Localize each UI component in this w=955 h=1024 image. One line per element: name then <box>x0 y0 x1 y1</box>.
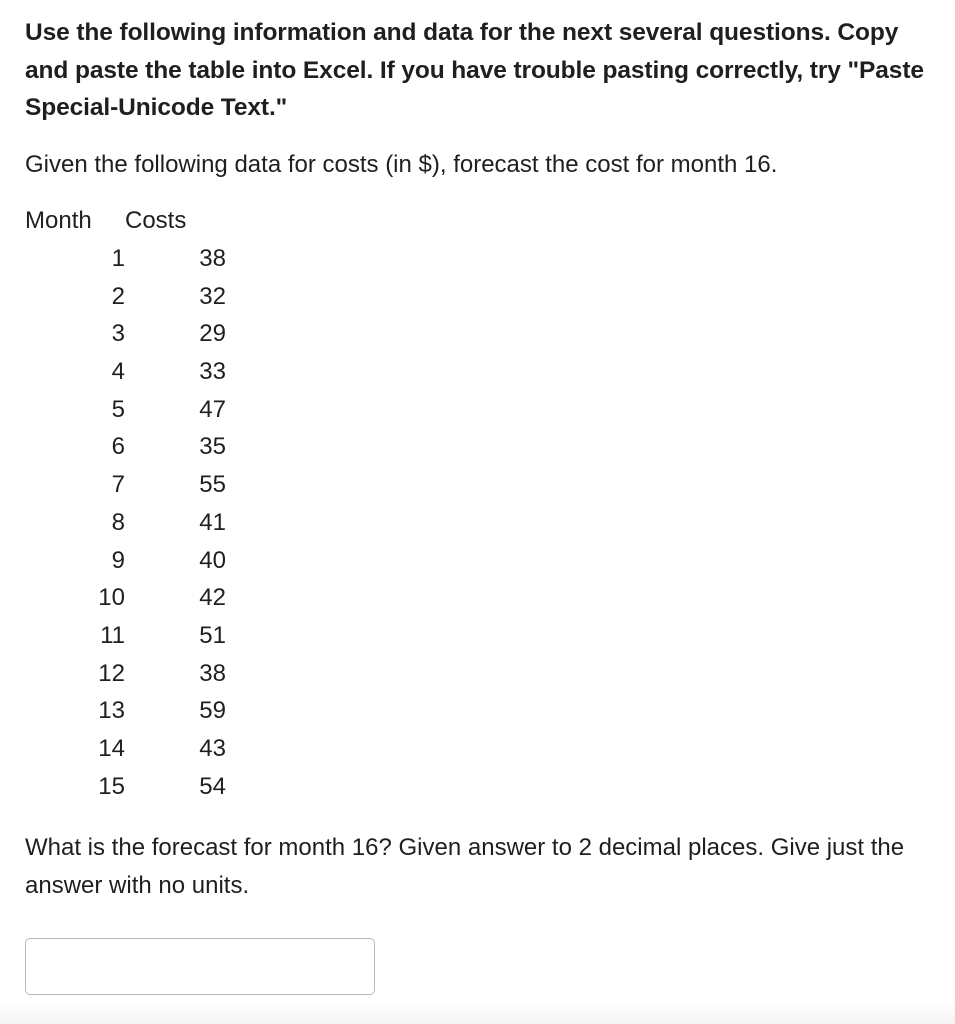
table-row <box>25 772 226 810</box>
month-cell: 9 <box>111 546 125 574</box>
month-cell: 7 <box>111 471 125 499</box>
cost-cell: 32 <box>199 282 226 310</box>
month-cell: 15 <box>98 772 125 800</box>
table-row <box>25 546 226 584</box>
cost-cell: 38 <box>199 659 226 687</box>
table-row <box>25 432 226 470</box>
data-table <box>25 206 226 809</box>
table-row <box>25 696 226 734</box>
month-cell: 12 <box>98 659 125 687</box>
instructions-text: Use the following information and data for the next several questions. Copy and paste the table into Excel. If you have trouble pasting correctly, try "Paste Special-Unicode Text." <box>25 19 924 121</box>
month-cell: 6 <box>111 433 125 461</box>
cost-cell: 54 <box>199 772 226 800</box>
month-cell: 14 <box>98 734 125 762</box>
bottom-divider <box>0 1004 955 1024</box>
cost-cell: 38 <box>199 245 226 272</box>
month-cell: 5 <box>111 395 125 423</box>
month-cell: 2 <box>111 282 125 310</box>
table-row <box>25 395 226 433</box>
month-cell: 10 <box>98 584 125 612</box>
month-cell: 11 <box>100 621 125 649</box>
month-cell: 13 <box>98 697 125 725</box>
cost-cell: 35 <box>199 433 226 461</box>
cost-cell: 55 <box>199 471 226 499</box>
cost-cell: 42 <box>199 584 226 612</box>
cost-cell: 33 <box>199 358 226 386</box>
prompt-text: What is the forecast for month 16? Given answer to 2 decimal places. Give just the answer with no units. <box>25 834 905 899</box>
table-row <box>25 734 226 772</box>
cost-cell: 59 <box>199 697 226 725</box>
month-cell: 8 <box>111 508 125 536</box>
table-row <box>25 508 226 546</box>
month-cell: 4 <box>111 358 125 386</box>
cost-cell: 47 <box>199 395 226 423</box>
cost-cell: 40 <box>199 546 226 574</box>
question-text: Given the following data for costs (in $), forecast the cost for month 16. <box>25 151 778 178</box>
month-cell: 1 <box>111 245 125 272</box>
table-row <box>25 319 226 357</box>
cost-cell: 29 <box>199 320 226 348</box>
table-row <box>25 583 226 621</box>
cost-cell: 43 <box>199 734 226 762</box>
table-header-row <box>25 206 226 244</box>
table-row <box>25 659 226 697</box>
header-costs: Costs <box>125 207 187 234</box>
cost-cell: 41 <box>199 508 226 536</box>
table-row <box>25 357 226 395</box>
header-month: Month <box>25 207 92 234</box>
table-row <box>25 621 226 659</box>
cost-cell: 51 <box>199 621 226 649</box>
answer-input[interactable] <box>25 938 375 995</box>
month-cell: 3 <box>111 320 125 348</box>
question-content <box>25 14 943 899</box>
table-row <box>25 282 226 320</box>
table-row <box>25 244 226 282</box>
table-row <box>25 470 226 508</box>
